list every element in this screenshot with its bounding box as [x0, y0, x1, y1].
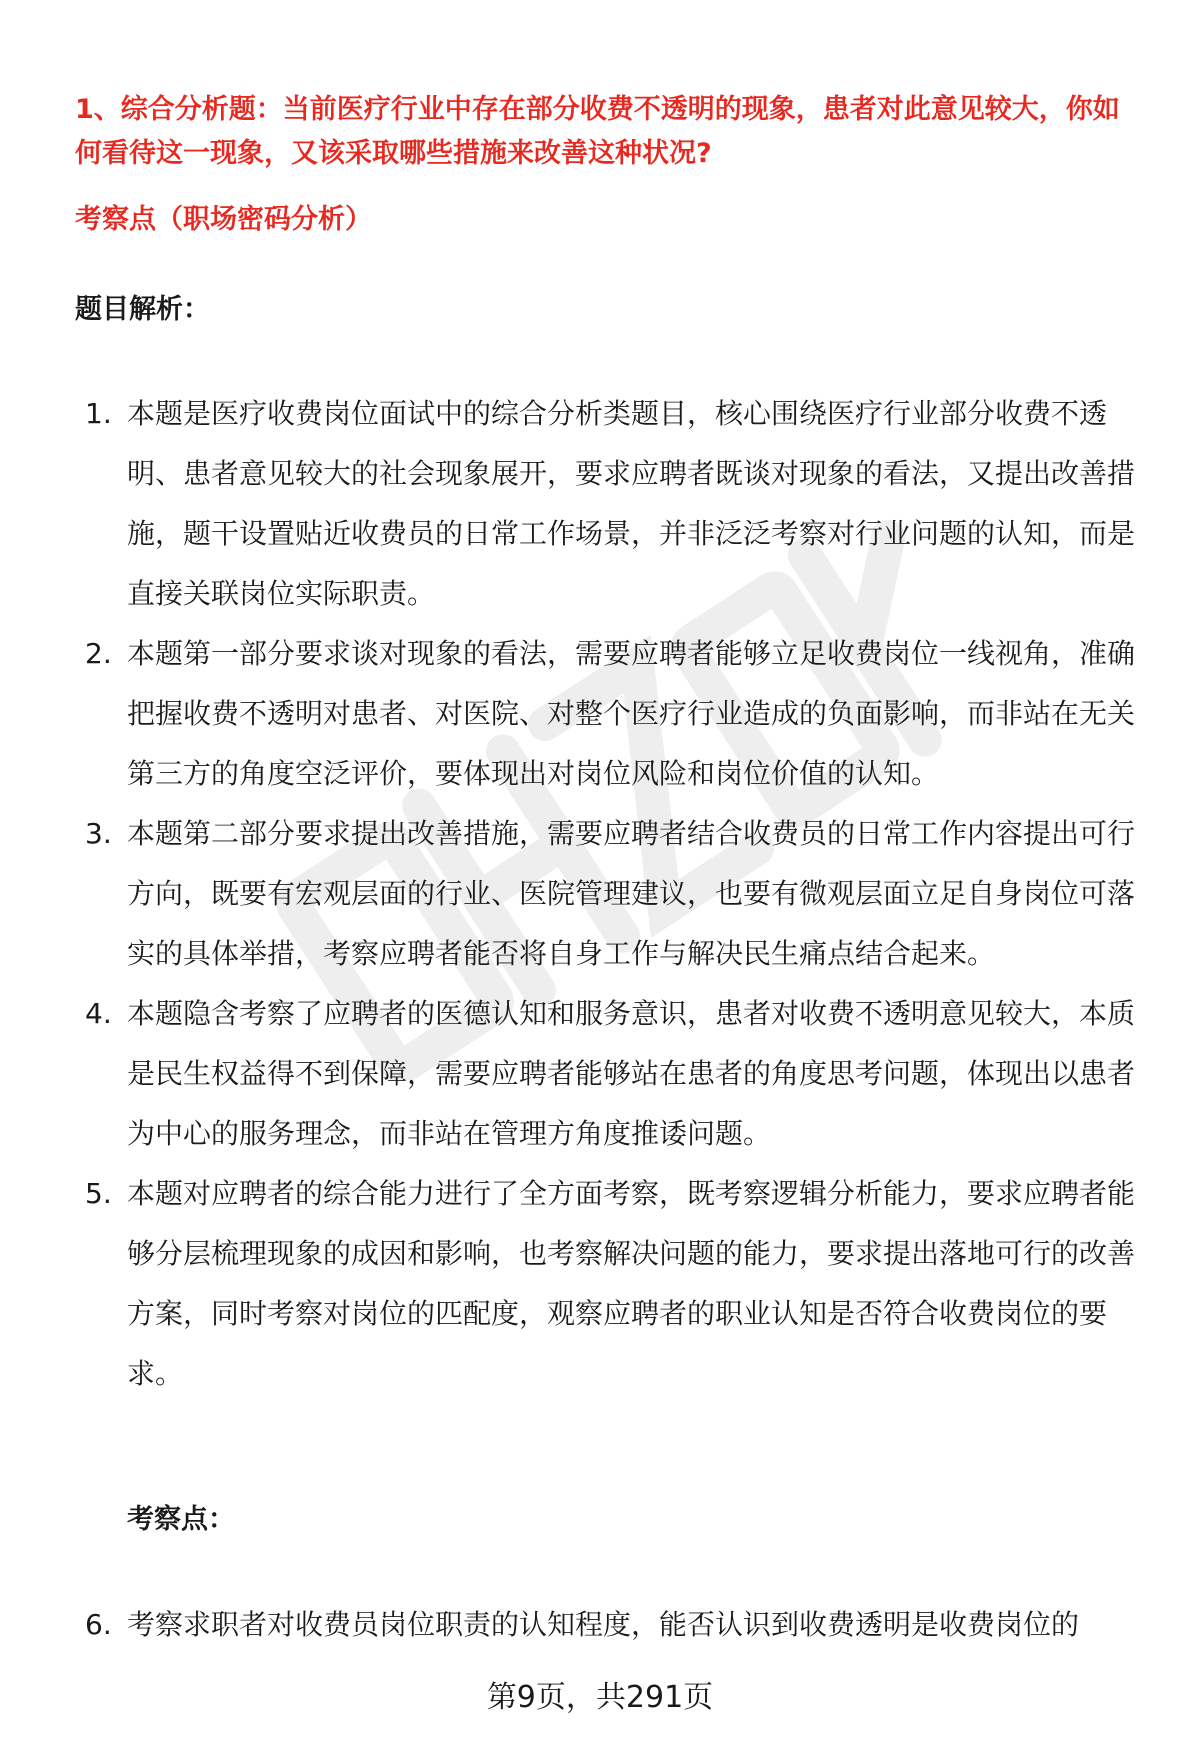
list-item [0, 1595, 1147, 1655]
list-item-number: 5. [85, 1177, 112, 1210]
exam-point-subheading: 考察点： [127, 1504, 235, 1535]
question-heading: 1、综合分析题：当前医疗行业中存在部分收费不透明的现象，患者对此意见较大，你如何看待这一现象，又该采取哪些措施来改善这种状况? [75, 94, 1120, 169]
list-item [0, 1164, 1147, 1404]
list-item-number: 3. [85, 817, 112, 850]
list-item-text: 考察求职者对收费员岗位职责的认知程度，能否认识到收费透明是收费岗位的 [127, 1608, 1080, 1641]
list-item-number: 4. [85, 997, 112, 1030]
list-item-text: 本题第二部分要求提出改善措施，需要应聘者结合收费员的日常工作内容提出可行方向，既要有宏观层面的行业、医院管理建议，也要有微观层面立足自身岗位可落实的具体举措，考察应聘者能否将自身工作与解决民生痛点结合起来。 [127, 817, 1136, 970]
list-item [0, 984, 1147, 1164]
analysis-heading: 题目解析： [75, 294, 210, 325]
list-item-text: 本题是医疗收费岗位面试中的综合分析类题目，核心围绕医疗行业部分收费不透明、患者意见较大的社会现象展开，要求应聘者既谈对现象的看法，又提出改善措施，题干设置贴近收费员的日常工作场景，并非泛泛考察对行业问题的认知，而是直接关联岗位实际职责。 [127, 397, 1136, 610]
exam-point-list [0, 1595, 1200, 1655]
list-item-number: 2. [85, 637, 112, 670]
exam-point-title: 考察点（职场密码分析） [75, 204, 372, 235]
list-item-text: 本题第一部分要求谈对现象的看法，需要应聘者能够立足收费岗位一线视角，准确把握收费不透明对患者、对医院、对整个医疗行业造成的负面影响，而非站在无关第三方的角度空泛评价，要体现出对岗位风险和岗位价值的认知。 [127, 637, 1136, 790]
analysis-list [0, 384, 1200, 1404]
list-item-number: 1. [85, 397, 112, 430]
list-item-text: 本题对应聘者的综合能力进行了全方面考察，既考察逻辑分析能力，要求应聘者能够分层梳理现象的成因和影响，也考察解决问题的能力，要求提出落地可行的改善方案，同时考察对岗位的匹配度，观察应聘者的职业认知是否符合收费岗位的要求。 [127, 1177, 1136, 1390]
list-item-number: 6. [85, 1608, 112, 1641]
list-item [0, 804, 1147, 984]
page-number-footer: 第9页，共291页 [486, 1680, 714, 1715]
list-item [0, 624, 1147, 804]
list-item [0, 384, 1147, 624]
list-item-text: 本题隐含考察了应聘者的医德认知和服务意识，患者对收费不透明意见较大，本质是民生权益得不到保障，需要应聘者能够站在患者的角度思考问题，体现出以患者为中心的服务理念，而非站在管理方角度推诿问题。 [127, 997, 1136, 1150]
